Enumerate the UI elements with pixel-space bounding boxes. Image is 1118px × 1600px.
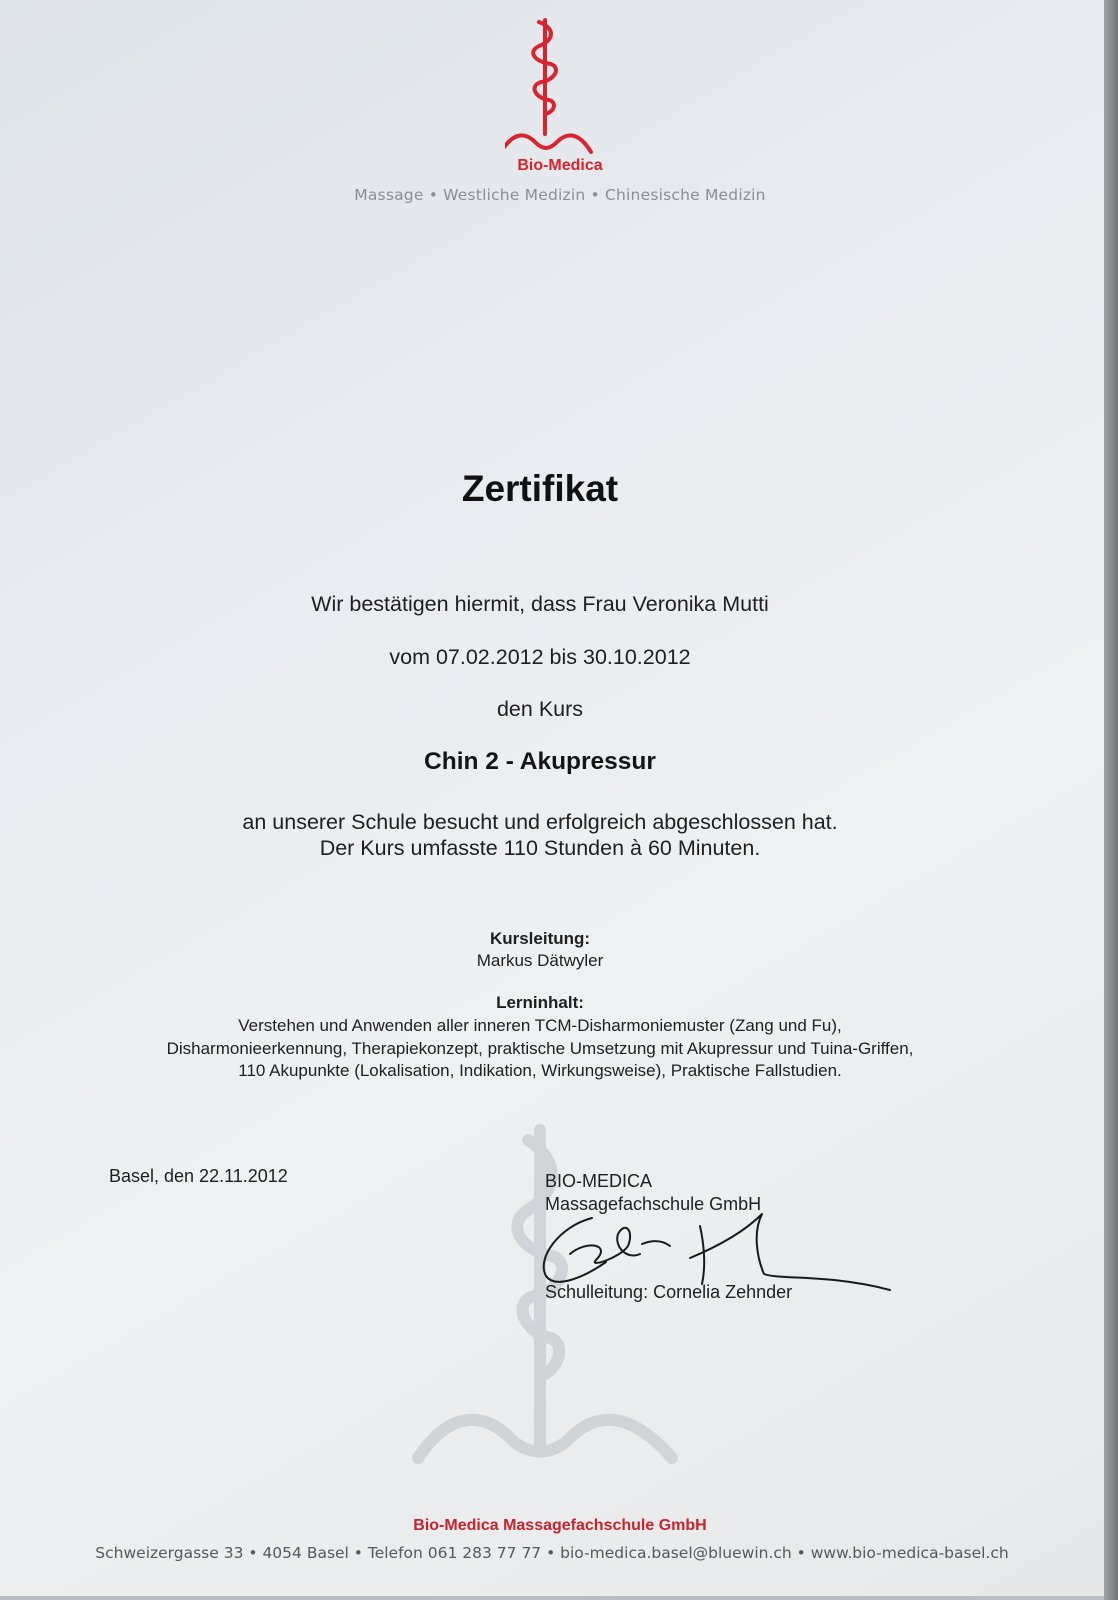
duration-line: Der Kurs umfasste 110 Stunden à 60 Minuten. xyxy=(319,836,761,860)
course-intro: den Kurs xyxy=(496,697,584,721)
background-edge xyxy=(1104,0,1118,1600)
bio-medica-logo-icon xyxy=(505,14,615,159)
certificate-title: Zertifikat xyxy=(461,468,619,509)
place-and-date: Basel, den 22.11.2012 xyxy=(109,1166,288,1186)
lerninhalt-label: Lerninhalt: xyxy=(496,993,584,1012)
brand-name: Bio-Medica xyxy=(517,157,603,174)
completion-line: an unserer Schule besucht und erfolgreich abgeschlossen hat. xyxy=(242,810,838,834)
kursleitung-label: Kursleitung: xyxy=(489,929,591,948)
lerninhalt-line: Verstehen und Anwenden aller inneren TCM-Disharmoniemuster (Zang und Fu), xyxy=(238,1016,842,1035)
lerninhalt-line: Disharmonieerkennung, Therapiekonzept, praktische Umsetzung mit Akupressur und Tuina-Griffen, xyxy=(166,1039,914,1058)
confirmation-line: Wir bestätigen hiermit, dass Frau Veronika Mutti xyxy=(311,592,769,616)
letterhead-tagline: Massage • Westliche Medizin • Chinesische Medizin xyxy=(354,186,766,204)
date-range-line: vom 07.02.2012 bis 30.10.2012 xyxy=(389,645,691,669)
course-name: Chin 2 - Akupressur xyxy=(424,748,656,775)
footer-address: Schweizergasse 33 • 4054 Basel • Telefon 061 283 77 77 • bio-medica.basel@bluewin.ch • www.bio-medica-basel.ch xyxy=(95,1544,1009,1562)
footer-company: Bio-Medica Massagefachschule GmbH xyxy=(413,1517,707,1534)
kursleitung-name: Markus Dätwyler xyxy=(476,951,604,970)
organization-name: BIO-MEDICA xyxy=(545,1171,653,1191)
signer-name: Schulleitung: Cornelia Zehnder xyxy=(545,1282,793,1302)
lerninhalt-line: 110 Akupunkte (Lokalisation, Indikation, Wirkungsweise), Praktische Fallstudien. xyxy=(238,1061,842,1080)
organization-subtitle: Massagefachschule GmbH xyxy=(545,1194,762,1214)
